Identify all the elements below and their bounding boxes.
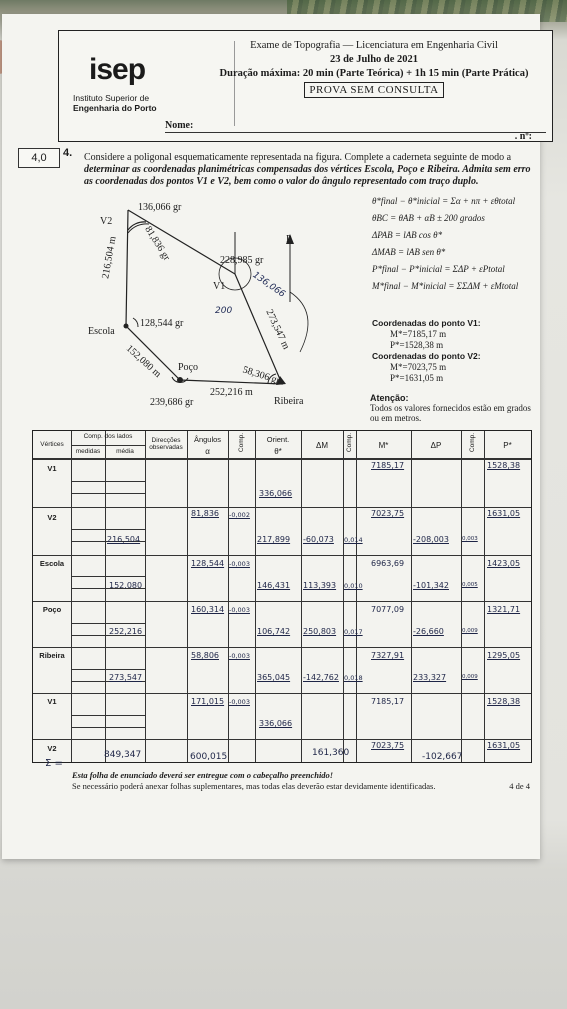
- th-m: M*: [378, 441, 389, 450]
- cell-esc-m: 6963,69: [371, 559, 405, 568]
- cell-orient-0: 336,066: [259, 489, 293, 498]
- th-comp-lados: Comp. dos lados: [83, 433, 133, 440]
- question-text-a: Considere a poligonal esquematicamente representada na figura. Complete a caderneta seguinte de modo a: [84, 152, 512, 163]
- cell-v2b-p: 1631,05: [487, 741, 521, 750]
- page-footer: [72, 770, 542, 792]
- cell-v2-m: 7023,75: [371, 509, 405, 518]
- th-direccoes: Direcções observadas: [149, 437, 183, 451]
- logo-subtitle: [73, 93, 183, 113]
- cell-o2: 146,431: [257, 581, 291, 590]
- cell-esc-comp: -0,003: [229, 560, 250, 568]
- attention-note: [370, 393, 540, 423]
- consult-badge: PROVA SEM CONSULTA: [304, 82, 443, 98]
- cell-dm2: 113,393: [303, 581, 337, 590]
- cell-dp3: -26,660: [413, 627, 444, 636]
- cell-cm1: 0,014: [344, 536, 363, 544]
- isep-logo: [73, 55, 183, 113]
- cell-v1b-m: 7185,17: [371, 697, 405, 706]
- name-field-line: [165, 132, 546, 133]
- cell-v2-alpha: 81,836: [191, 509, 219, 518]
- formula-3: ΔPAB = lAB cos θ*: [372, 230, 443, 240]
- exam-date: 23 de Julho de 2021: [329, 54, 419, 65]
- row-escola: Escola: [39, 559, 65, 568]
- row-v2: V2: [47, 513, 57, 522]
- cell-o3: 106,742: [257, 627, 291, 636]
- cell-cm4: 0,018: [344, 674, 363, 682]
- formula-6: M*final − M*inicial = ΣΣΔM + εMtotal: [372, 281, 519, 291]
- cell-v2-p: 1631,05: [487, 509, 521, 518]
- cell-rib-alpha: 58,806: [191, 651, 219, 660]
- footer-line2: Se necessário poderá anexar folhas suplementares, mas todas elas deverão estar devidamente identificadas.: [72, 781, 436, 791]
- cell-esc-alpha: 128,544: [191, 559, 225, 568]
- attention-title: Atenção:: [370, 393, 409, 403]
- cell-dm4: -142,762: [303, 673, 339, 682]
- cell-dm3: 250,803: [303, 627, 337, 636]
- name-label: Nome:: [165, 120, 194, 131]
- cell-v1-p: 1528,38: [487, 461, 521, 470]
- angle-ribeira: 58,306 gr: [241, 364, 282, 387]
- exam-duration: Duração máxima: 20 min (Parte Teórica) + 1h 15 min (Parte Prática): [219, 68, 529, 79]
- angle-v2: 136,066 gr: [138, 202, 182, 213]
- north-label: P: [286, 234, 292, 245]
- cell-cm2: 0,010: [344, 582, 363, 590]
- label-v2: V2: [100, 216, 113, 227]
- cell-l1: 216,504: [107, 535, 141, 544]
- dist-ribeira-v1: 273,547 m: [263, 307, 292, 352]
- note-200: 200: [215, 306, 233, 316]
- th-comp-2: Comp.: [346, 432, 353, 453]
- cell-v1b-alpha: 171,015: [191, 697, 225, 706]
- question-text: [84, 152, 534, 188]
- row-v1b: V1: [47, 697, 57, 706]
- question-number: 4.: [63, 147, 73, 159]
- formula-list: [372, 195, 542, 297]
- footer-line1: Esta folha de enunciado deverá ser entregue com o cabeçalho preenchido!: [72, 770, 334, 780]
- v1-coords-title: Coordenadas do ponto V1:: [372, 318, 481, 328]
- sum-dm: 161,360: [312, 748, 350, 758]
- label-poco: Poço: [178, 362, 198, 373]
- exam-title: Exame de Topografia — Licenciatura em Engenharia Civil: [250, 40, 498, 51]
- v2-coords-title: Coordenadas do ponto V2:: [372, 351, 481, 361]
- cell-o5: 336,066: [259, 719, 293, 728]
- cell-v2b-m: 7023,75: [371, 741, 405, 750]
- cell-v1b-comp: -0,003: [229, 698, 250, 706]
- traverse-figure: [70, 192, 370, 422]
- cell-cp3: 0,009: [462, 628, 478, 634]
- angle-v1-hand: 136,066: [250, 270, 287, 300]
- v2-m: M*=7023,75 m: [390, 362, 447, 372]
- cell-rib-comp: -0,003: [229, 652, 250, 660]
- cell-poc-comp: -0,003: [229, 606, 250, 614]
- cell-dp4: 233,327: [413, 673, 447, 682]
- label-escola: Escola: [88, 326, 115, 337]
- cell-v1b-p: 1528,38: [487, 697, 521, 706]
- cell-v1-m: 7185,17: [371, 461, 405, 470]
- logo-mark: isep: [89, 53, 146, 86]
- cell-esc-p: 1423,05: [487, 559, 521, 568]
- cell-dp1: -208,003: [413, 535, 449, 544]
- cell-o1: 217,899: [257, 535, 291, 544]
- question-text-b: determinar as coordenadas planimétricas compensadas dos vértices Escola, Poço e Ribeira. Admita sem erro as coordenadas dos pontos V1 e V2, bem como o valor do ângulo representado com traço duplo.: [84, 164, 531, 187]
- label-v1: V1: [213, 281, 226, 292]
- th-theta: θ*: [274, 447, 282, 456]
- th-p: P*: [503, 441, 512, 450]
- th-alpha: α: [205, 447, 210, 456]
- page-number: 4 de 4: [509, 781, 530, 791]
- th-angulos: Ângulos: [193, 435, 222, 444]
- th-comp-3: Comp.: [469, 432, 476, 453]
- exam-header: [58, 30, 553, 142]
- formula-1: θ*final − θ*inicial = Σα + nπ + εθtotal: [372, 196, 516, 206]
- v1-p: P*=1528,38 m: [390, 340, 444, 350]
- th-medidas: medidas: [75, 448, 101, 455]
- cell-l4: 273,547: [109, 673, 143, 682]
- angle-escola: 128,544 gr: [140, 318, 184, 329]
- th-orient: Orient.: [266, 435, 290, 444]
- dist-v2-escola: 216,504 m: [100, 235, 119, 280]
- sum-label: Σ =: [45, 758, 63, 769]
- known-coordinates: [372, 318, 542, 384]
- th-dm: ΔM: [315, 441, 328, 450]
- cell-o4: 365,045: [257, 673, 291, 682]
- number-label: . nº:: [514, 131, 532, 142]
- cell-poc-p: 1321,71: [487, 605, 521, 614]
- formula-4: ΔMAB = lAB sen θ*: [372, 247, 446, 257]
- sum-lengths: 849,347: [104, 750, 142, 760]
- cell-cp2: 0,005: [462, 582, 478, 588]
- attention-text: Todos os valores fornecidos estão em grados ou em metros.: [370, 403, 531, 423]
- logo-sub-line2: Engenharia do Porto: [73, 103, 157, 113]
- cell-rib-p: 1295,05: [487, 651, 521, 660]
- dist-escola-poco: 152,080 m: [123, 343, 163, 380]
- cell-v2-comp: -0,002: [229, 511, 250, 519]
- cell-cm3: 0,017: [344, 628, 363, 636]
- cell-l3: 252,216: [109, 627, 143, 636]
- dir-v2-v1: 81,836 gr: [142, 224, 172, 263]
- cell-dp2: -101,342: [413, 581, 449, 590]
- angle-poco: 239,686 gr: [150, 397, 194, 408]
- field-book-table: [32, 430, 532, 763]
- formula-2: θBC = θAB + αB ± 200 grados: [372, 213, 485, 223]
- row-v2b: V2: [47, 744, 57, 753]
- angle-v1: 228,985 gr: [220, 255, 264, 266]
- cell-cp4: 0,009: [462, 674, 478, 680]
- logo-sub-line1: Instituto Superior de: [73, 93, 150, 103]
- cell-poc-alpha: 160,314: [191, 605, 225, 614]
- row-v1: V1: [47, 464, 57, 473]
- th-dp: ΔP: [430, 441, 442, 450]
- th-vertices: Vértices: [40, 441, 64, 448]
- th-media: média: [116, 448, 134, 455]
- formula-5: P*final − P*inicial = ΣΔP + εPtotal: [372, 264, 505, 274]
- header-text: [199, 39, 549, 98]
- row-poco: Poço: [42, 605, 62, 614]
- dist-poco-ribeira: 252,216 m: [210, 387, 253, 398]
- row-ribeira: Ribeira: [39, 651, 65, 660]
- cell-dm1: -60,073: [303, 535, 334, 544]
- cell-l2: 152,080: [109, 581, 143, 590]
- label-ribeira: Ribeira: [274, 396, 304, 407]
- sum-angles: 600,015: [190, 752, 228, 762]
- th-comp-1: Comp.: [238, 432, 245, 453]
- cell-poc-m: 7077,09: [371, 605, 405, 614]
- v1-m: M*=7185,17 m: [390, 329, 447, 339]
- cell-rib-m: 7327,91: [371, 651, 405, 660]
- v2-p: P*=1631,05 m: [390, 373, 444, 383]
- cell-cp1: 0,003: [462, 536, 478, 542]
- sum-dp: -102,667: [422, 752, 463, 762]
- grade-box: 4,0: [18, 148, 60, 168]
